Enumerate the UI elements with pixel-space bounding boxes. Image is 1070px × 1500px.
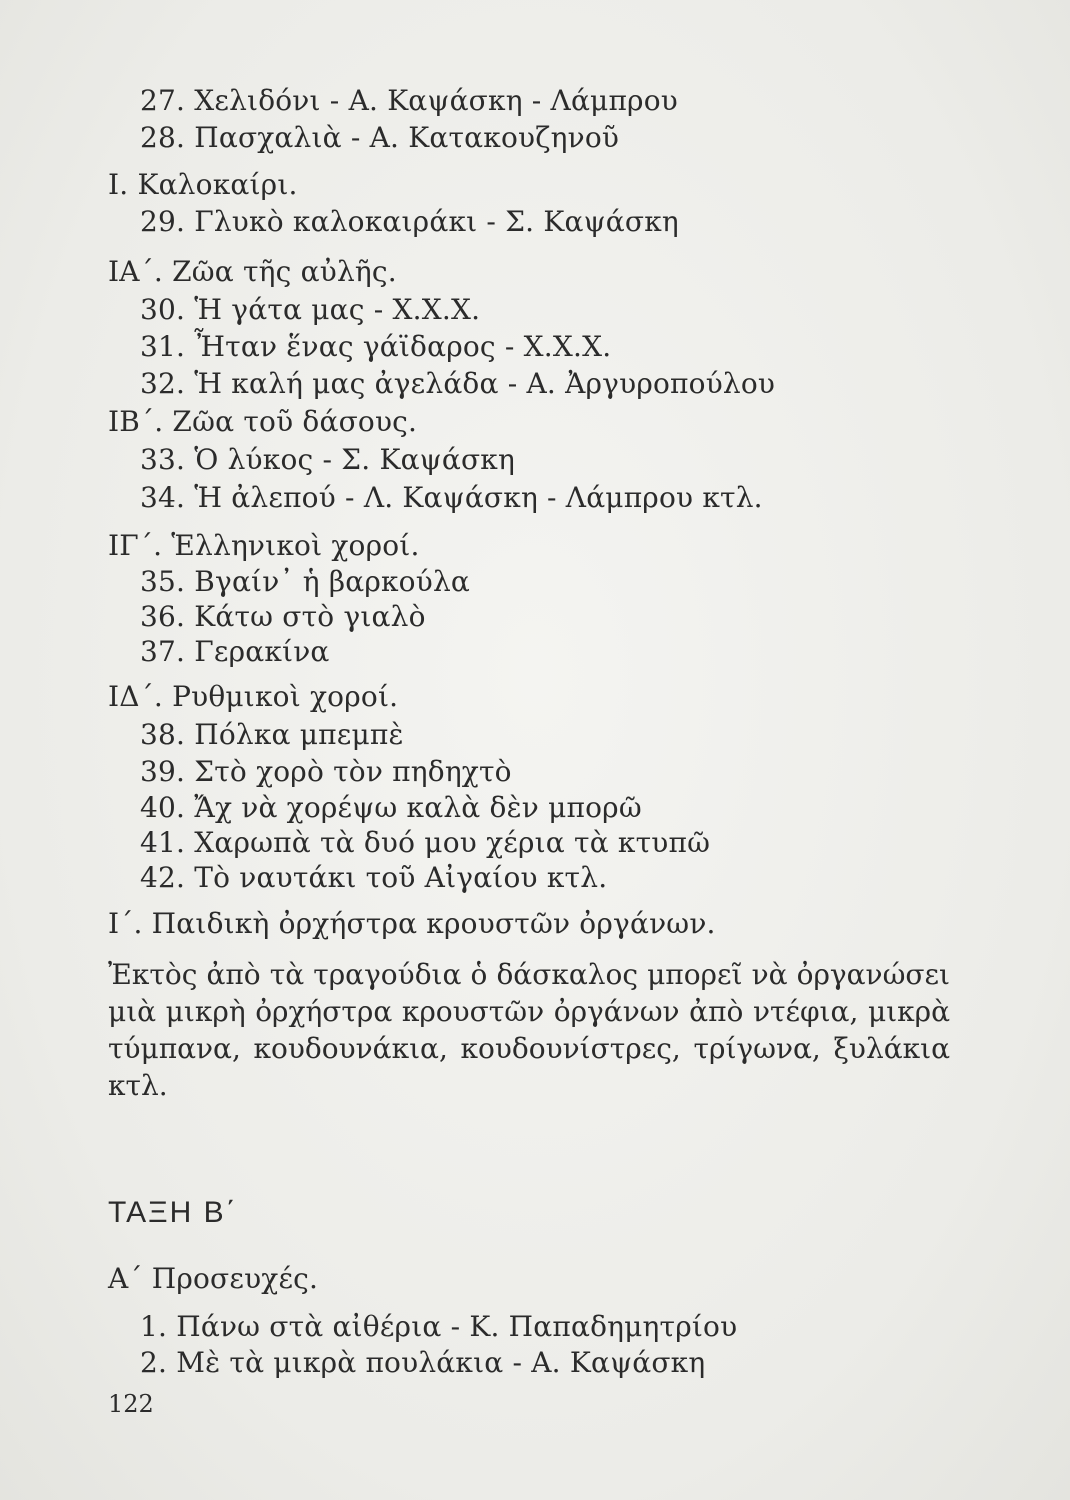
list-item-37: 37. Γερακίνα bbox=[140, 635, 330, 668]
section-heading-ia: ΙΑ΄. Ζῶα τῆς αὐλῆς. bbox=[108, 255, 397, 288]
list-item-35: 35. Βγαίν᾿ ἡ βαρκούλα bbox=[140, 565, 471, 598]
list-item-30: 30. Ἡ γάτα μας - Χ.Χ.Χ. bbox=[140, 293, 481, 326]
section-heading-i: I. Καλοκαίρι. bbox=[108, 168, 298, 201]
list-item-29: 29. Γλυκὸ καλοκαιράκι - Σ. Καψάσκη bbox=[140, 205, 679, 238]
list-item-38: 38. Πόλκα μπεμπὲ bbox=[140, 718, 404, 751]
list-item-31: 31. Ἦταν ἕνας γάϊδαρος - Χ.Χ.Χ. bbox=[140, 330, 612, 363]
list-item-41: 41. Χαρωπὰ τὰ δυό μου χέρια τὰ κτυπῶ bbox=[140, 826, 711, 859]
section-heading-ig: ΙΓ΄. Ἑλληνικοὶ χοροί. bbox=[108, 529, 420, 562]
section-heading-i2: Ι΄. Παιδικὴ ὀρχήστρα κρουστῶν ὀργάνων. bbox=[108, 907, 716, 940]
list-item-27: 27. Χελιδόνι - Α. Καψάσκη - Λάμπρου bbox=[140, 84, 679, 117]
list-item-1: 1. Πάνω στὰ αἰθέρια - Κ. Παπαδημητρίου bbox=[140, 1310, 738, 1343]
list-item-28: 28. Πασχαλιὰ - Α. Κατακουζηνοῦ bbox=[140, 121, 620, 154]
list-item-2: 2. Μὲ τὰ μικρὰ πουλάκια - Α. Καψάσκη bbox=[140, 1346, 706, 1379]
list-item-34: 34. Ἡ ἀλεπού - Λ. Καψάσκη - Λάμπρου κτλ. bbox=[140, 481, 763, 514]
list-item-32: 32. Ἡ καλή μας ἀγελάδα - Α. Ἀργυροπούλου bbox=[140, 367, 776, 400]
body-paragraph: Ἐκτὸς ἀπὸ τὰ τραγούδια ὁ δάσκαλος μπορεῖ νὰ ὀργανώσει μιὰ μικρὴ ὀρχήστρα κρουστῶν ὀργάνων ἀπὸ ντέφια, μικρὰ τύμπανα, κουδουνάκια, κουδουνίστρες, τρίγωνα, ξυλάκια κτλ. bbox=[108, 958, 950, 1102]
section-heading-id: ΙΔ΄. Ρυθμικοὶ χοροί. bbox=[108, 680, 399, 713]
section-heading-ib: ΙΒ΄. Ζῶα τοῦ δάσους. bbox=[108, 405, 418, 438]
list-item-36: 36. Κάτω στὸ γιαλὸ bbox=[140, 600, 426, 633]
list-item-40: 40. Ἄχ νὰ χορέψω καλὰ δὲν μπορῶ bbox=[140, 791, 642, 824]
section-heading-a: Α΄ Προσευχές. bbox=[108, 1262, 319, 1295]
page-number: 122 bbox=[108, 1390, 154, 1418]
list-item-39: 39. Στὸ χορὸ τὸν πηδηχτὸ bbox=[140, 755, 512, 788]
list-item-42: 42. Τὸ ναυτάκι τοῦ Αἰγαίου κτλ. bbox=[140, 861, 608, 894]
class-title: ΤΑΞΗ Β΄ bbox=[108, 1196, 238, 1229]
list-item-33: 33. Ὁ λύκος - Σ. Καψάσκη bbox=[140, 443, 515, 476]
